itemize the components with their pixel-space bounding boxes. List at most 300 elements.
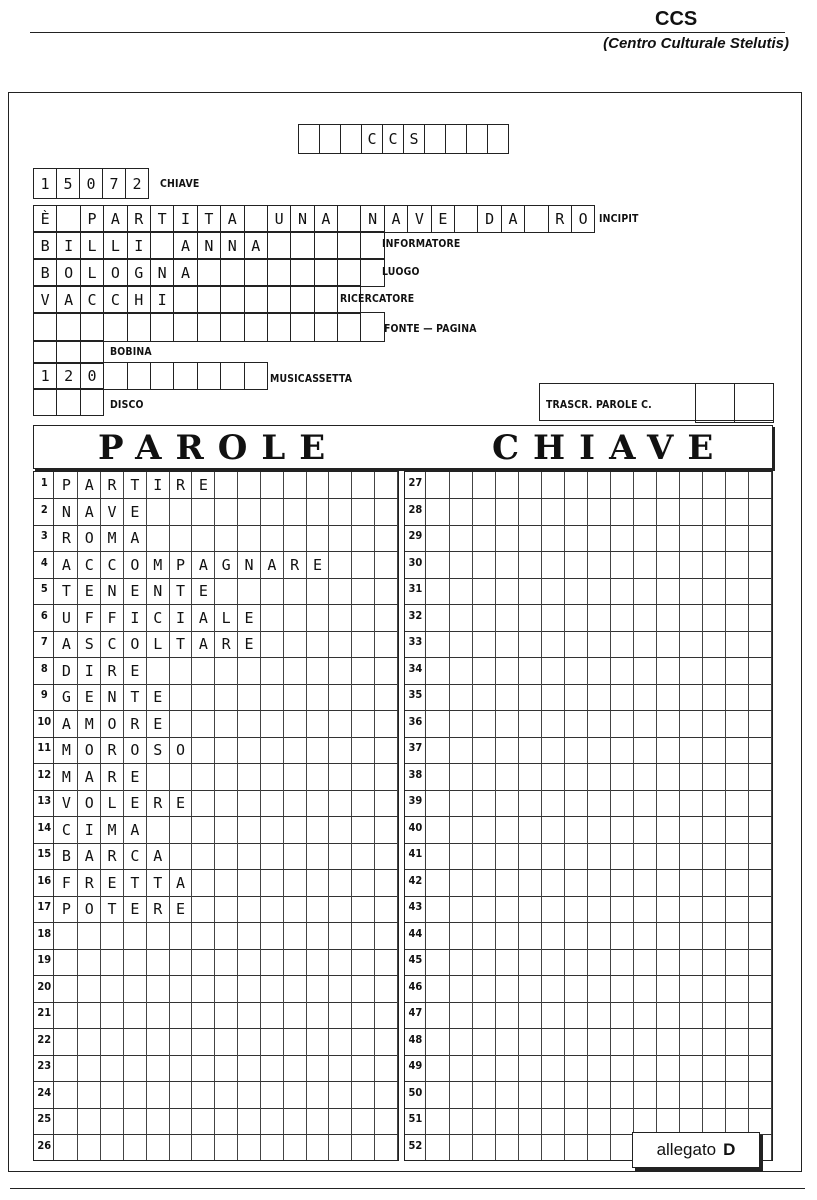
letter-cell <box>101 976 124 1002</box>
top-code-boxes-char-box: C <box>383 125 404 153</box>
letter-cell <box>375 896 398 922</box>
letter-cell: G <box>55 684 78 710</box>
letter-cell <box>284 684 307 710</box>
incipit-char-box <box>525 206 548 232</box>
letter-cell <box>703 525 726 551</box>
incipit-char-box <box>245 206 268 232</box>
letter-cell: O <box>124 631 147 657</box>
letter-cell <box>634 578 657 604</box>
letter-cell <box>215 976 238 1002</box>
letter-cell <box>611 552 634 578</box>
letter-cell <box>542 578 565 604</box>
parole-chiave-banner <box>33 425 773 469</box>
chiave-label: CHIAVE <box>160 177 200 190</box>
letter-cell <box>726 870 749 896</box>
letter-cell <box>284 658 307 684</box>
letter-cell <box>565 1108 588 1134</box>
row-number: 42 <box>406 870 425 896</box>
letter-cell <box>588 843 611 869</box>
letter-cell: T <box>124 684 147 710</box>
letter-cell <box>427 1029 450 1055</box>
trascr-char-box <box>696 384 735 422</box>
letter-cell: P <box>55 896 78 922</box>
letter-cell <box>726 1108 749 1134</box>
letter-cell: E <box>238 631 261 657</box>
letter-cell <box>101 1108 124 1134</box>
letter-cell: S <box>147 737 170 763</box>
letter-cell: O <box>170 737 193 763</box>
letter-cell: A <box>261 552 284 578</box>
letter-cell <box>192 737 215 763</box>
bobina-char-box <box>81 341 104 363</box>
letter-cell <box>307 1108 330 1134</box>
letter-cell: O <box>124 552 147 578</box>
letter-cell <box>261 737 284 763</box>
letter-cell <box>519 1082 542 1108</box>
letter-cell <box>124 1055 147 1081</box>
letter-cell <box>519 896 542 922</box>
table-row <box>405 737 772 764</box>
fonte-pagina-char-box <box>245 313 268 341</box>
letter-cell <box>55 976 78 1002</box>
letter-cell <box>542 1029 565 1055</box>
letter-cell <box>352 1108 375 1134</box>
row-number: 51 <box>406 1108 425 1134</box>
fonte-pagina-char-box <box>174 313 197 341</box>
letter-cell <box>496 631 519 657</box>
letter-cell <box>611 896 634 922</box>
letter-cell <box>238 1135 261 1161</box>
letter-cell <box>726 923 749 949</box>
letter-cell <box>192 1055 215 1081</box>
letter-cell <box>307 525 330 551</box>
letter-cell <box>680 949 703 975</box>
letter-cell <box>450 1055 473 1081</box>
letter-cell <box>749 578 772 604</box>
letter-cell <box>657 605 680 631</box>
letter-cell <box>588 658 611 684</box>
letter-cell <box>680 1055 703 1081</box>
table-row <box>405 552 772 579</box>
letter-cell <box>427 1108 450 1134</box>
table-row <box>34 923 398 950</box>
letter-cell <box>703 631 726 657</box>
allegato-text: allegato <box>656 1140 717 1159</box>
letter-cell <box>657 1002 680 1028</box>
letter-cell: A <box>147 843 170 869</box>
letter-cell <box>284 843 307 869</box>
letter-cell <box>565 605 588 631</box>
letter-cell <box>55 1055 78 1081</box>
letter-cell <box>519 817 542 843</box>
letter-cell: I <box>124 605 147 631</box>
table-row <box>405 499 772 526</box>
table-row <box>34 764 398 791</box>
letter-cell <box>588 1082 611 1108</box>
letter-cell <box>703 923 726 949</box>
row-number: 13 <box>35 790 54 816</box>
letter-cell <box>238 472 261 498</box>
letter-cell <box>680 817 703 843</box>
letter-cell <box>170 817 193 843</box>
incipit-boxes <box>33 205 595 233</box>
letter-cell <box>329 472 352 498</box>
letter-cell <box>496 525 519 551</box>
letter-cell <box>427 605 450 631</box>
letter-cell <box>657 870 680 896</box>
letter-cell: V <box>101 499 124 525</box>
letter-cell <box>192 1082 215 1108</box>
letter-cell <box>588 870 611 896</box>
letter-cell <box>565 711 588 737</box>
letter-cell <box>101 923 124 949</box>
letter-cell <box>307 764 330 790</box>
letter-cell <box>519 1055 542 1081</box>
letter-cell <box>450 843 473 869</box>
letter-cell <box>55 1108 78 1134</box>
letter-cell <box>329 1029 352 1055</box>
bobina-char-box <box>57 341 80 363</box>
letter-cell <box>588 1029 611 1055</box>
letter-cell <box>307 976 330 1002</box>
letter-cell <box>542 923 565 949</box>
letter-cell <box>496 870 519 896</box>
letter-cell <box>473 552 496 578</box>
fonte-pagina-char-box <box>151 313 174 341</box>
letter-cell <box>749 1029 772 1055</box>
letter-cell <box>375 1135 398 1161</box>
letter-cell <box>170 949 193 975</box>
letter-cell <box>215 472 238 498</box>
letter-cell <box>450 1082 473 1108</box>
letter-cell <box>634 870 657 896</box>
letter-cell <box>215 923 238 949</box>
letter-cell <box>726 949 749 975</box>
letter-cell <box>542 1108 565 1134</box>
letter-cell <box>703 578 726 604</box>
letter-cell <box>215 658 238 684</box>
letter-cell <box>496 737 519 763</box>
letter-cell <box>496 896 519 922</box>
disco-char-box <box>57 389 80 415</box>
letter-cell: R <box>101 737 124 763</box>
row-number: 43 <box>406 896 425 922</box>
letter-cell <box>588 605 611 631</box>
letter-cell <box>450 684 473 710</box>
letter-cell <box>749 631 772 657</box>
letter-cell <box>352 1135 375 1161</box>
letter-cell <box>238 1002 261 1028</box>
letter-cell <box>726 764 749 790</box>
letter-cell <box>588 790 611 816</box>
letter-cell <box>307 870 330 896</box>
letter-cell <box>680 525 703 551</box>
letter-cell <box>284 605 307 631</box>
incipit-char-box <box>338 206 361 232</box>
letter-cell <box>542 658 565 684</box>
letter-cell <box>192 764 215 790</box>
letter-cell <box>749 817 772 843</box>
letter-cell <box>565 976 588 1002</box>
letter-cell <box>329 949 352 975</box>
letter-cell <box>519 976 542 1002</box>
musicassetta-boxes <box>33 362 268 390</box>
letter-cell <box>473 817 496 843</box>
letter-cell <box>450 764 473 790</box>
letter-cell <box>307 790 330 816</box>
row-number: 27 <box>406 472 425 498</box>
letter-cell: L <box>215 605 238 631</box>
ricercatore-char-box: C <box>104 286 127 313</box>
letter-cell: L <box>147 631 170 657</box>
incipit-char-box <box>57 206 80 232</box>
allegato-letter: D <box>723 1140 736 1159</box>
letter-cell <box>726 552 749 578</box>
letter-cell <box>657 896 680 922</box>
letter-cell <box>634 1055 657 1081</box>
letter-cell <box>215 790 238 816</box>
letter-cell: E <box>101 870 124 896</box>
letter-cell: P <box>170 552 193 578</box>
letter-cell <box>496 605 519 631</box>
letter-cell <box>634 843 657 869</box>
letter-cell <box>124 1082 147 1108</box>
letter-cell <box>307 684 330 710</box>
informatore-char-box <box>315 232 338 259</box>
musicassetta-label: MUSICASSETTA <box>270 372 353 385</box>
letter-cell <box>375 764 398 790</box>
letter-cell <box>496 1135 519 1161</box>
letter-cell <box>496 923 519 949</box>
letter-cell <box>565 764 588 790</box>
letter-cell <box>352 949 375 975</box>
letter-cell <box>427 896 450 922</box>
letter-cell <box>680 658 703 684</box>
letter-cell <box>284 976 307 1002</box>
letter-cell <box>215 949 238 975</box>
table-row <box>405 472 772 499</box>
letter-cell <box>307 631 330 657</box>
letter-cell <box>726 1029 749 1055</box>
letter-cell <box>611 605 634 631</box>
letter-cell <box>101 1055 124 1081</box>
letter-cell <box>634 605 657 631</box>
disco-char-box <box>34 389 57 415</box>
letter-cell <box>124 1108 147 1134</box>
letter-cell <box>450 499 473 525</box>
letter-cell <box>307 1002 330 1028</box>
letter-cell: R <box>55 525 78 551</box>
letter-cell <box>450 870 473 896</box>
luogo-char-box <box>245 259 268 286</box>
row-number: 23 <box>35 1055 54 1081</box>
letter-cell <box>565 684 588 710</box>
letter-cell <box>634 1002 657 1028</box>
letter-cell <box>329 896 352 922</box>
row-number: 20 <box>35 976 54 1002</box>
letter-cell <box>680 1002 703 1028</box>
letter-cell <box>611 1029 634 1055</box>
letter-cell <box>352 817 375 843</box>
letter-cell: D <box>55 658 78 684</box>
letter-cell <box>147 923 170 949</box>
letter-cell <box>726 578 749 604</box>
letter-cell: N <box>147 578 170 604</box>
letter-cell <box>588 1055 611 1081</box>
incipit-char-box: A <box>315 206 338 232</box>
table-row <box>34 976 398 1003</box>
letter-cell <box>450 472 473 498</box>
letter-cell: R <box>147 790 170 816</box>
row-number: 8 <box>35 658 54 684</box>
parole-grid-left <box>33 471 399 1161</box>
letter-cell <box>542 684 565 710</box>
incipit-char-box: A <box>221 206 244 232</box>
letter-cell: C <box>101 552 124 578</box>
letter-cell: N <box>238 552 261 578</box>
letter-cell <box>657 817 680 843</box>
letter-cell: B <box>55 843 78 869</box>
ricercatore-char-box <box>174 286 197 313</box>
letter-cell <box>542 552 565 578</box>
letter-cell <box>215 525 238 551</box>
letter-cell <box>726 1055 749 1081</box>
row-number: 11 <box>35 737 54 763</box>
letter-cell <box>78 1082 101 1108</box>
letter-cell <box>375 552 398 578</box>
informatore-label: INFORMATORE <box>382 237 461 250</box>
letter-cell <box>749 1082 772 1108</box>
incipit-char-box: R <box>128 206 151 232</box>
letter-cell: G <box>215 552 238 578</box>
letter-cell <box>147 764 170 790</box>
letter-cell: E <box>192 578 215 604</box>
letter-cell <box>703 711 726 737</box>
letter-cell <box>170 658 193 684</box>
letter-cell <box>352 764 375 790</box>
letter-cell <box>611 923 634 949</box>
letter-cell: N <box>101 578 124 604</box>
letter-cell: N <box>55 499 78 525</box>
letter-cell: R <box>101 658 124 684</box>
letter-cell <box>192 1002 215 1028</box>
letter-cell <box>284 711 307 737</box>
letter-cell <box>192 1108 215 1134</box>
letter-cell <box>565 499 588 525</box>
row-number: 40 <box>406 817 425 843</box>
letter-cell <box>726 817 749 843</box>
letter-cell <box>634 631 657 657</box>
letter-cell <box>238 1055 261 1081</box>
letter-cell: A <box>192 631 215 657</box>
letter-cell <box>657 1108 680 1134</box>
letter-cell: R <box>215 631 238 657</box>
letter-cell <box>147 1108 170 1134</box>
letter-cell <box>565 790 588 816</box>
letter-cell <box>284 525 307 551</box>
letter-cell <box>703 1082 726 1108</box>
row-number: 32 <box>406 605 425 631</box>
incipit-char-box: P <box>81 206 104 232</box>
letter-cell <box>703 1055 726 1081</box>
musicassetta-char-box: 2 <box>57 363 80 389</box>
luogo-boxes <box>33 258 385 287</box>
letter-cell <box>496 658 519 684</box>
incipit-char-box <box>455 206 478 232</box>
incipit-char-box: T <box>198 206 221 232</box>
letter-cell <box>307 817 330 843</box>
letter-cell <box>542 472 565 498</box>
letter-cell <box>329 1135 352 1161</box>
letter-cell <box>749 843 772 869</box>
row-number: 28 <box>406 499 425 525</box>
letter-cell <box>588 631 611 657</box>
chiave-char-box: 1 <box>34 169 57 198</box>
letter-cell <box>588 525 611 551</box>
letter-cell <box>307 711 330 737</box>
letter-cell: M <box>101 525 124 551</box>
letter-cell <box>726 499 749 525</box>
letter-cell <box>215 843 238 869</box>
letter-cell <box>329 923 352 949</box>
table-row <box>34 552 398 579</box>
row-number: 35 <box>406 684 425 710</box>
letter-cell: R <box>170 472 193 498</box>
letter-cell <box>496 1002 519 1028</box>
letter-cell <box>588 684 611 710</box>
letter-cell <box>329 843 352 869</box>
letter-cell <box>284 790 307 816</box>
letter-cell <box>611 949 634 975</box>
letter-cell <box>170 1135 193 1161</box>
luogo-char-box: L <box>81 259 104 286</box>
letter-cell <box>352 578 375 604</box>
letter-cell <box>261 684 284 710</box>
letter-cell <box>703 949 726 975</box>
informatore-char-box <box>291 232 314 259</box>
letter-cell <box>450 711 473 737</box>
letter-cell <box>352 631 375 657</box>
bobina-label: BOBINA <box>110 345 152 358</box>
letter-cell <box>450 949 473 975</box>
letter-cell <box>565 631 588 657</box>
letter-cell <box>749 684 772 710</box>
header-code: CCS <box>655 8 698 30</box>
letter-cell <box>680 1082 703 1108</box>
letter-cell: R <box>101 472 124 498</box>
letter-cell <box>284 1135 307 1161</box>
letter-cell <box>565 1055 588 1081</box>
letter-cell <box>147 525 170 551</box>
informatore-char-box <box>338 232 361 259</box>
row-number: 16 <box>35 870 54 896</box>
letter-cell <box>680 631 703 657</box>
letter-cell <box>238 499 261 525</box>
letter-cell <box>329 976 352 1002</box>
letter-cell: I <box>78 817 101 843</box>
letter-cell <box>496 1055 519 1081</box>
letter-cell <box>519 578 542 604</box>
letter-cell <box>542 949 565 975</box>
letter-cell <box>192 1029 215 1055</box>
letter-cell <box>352 1029 375 1055</box>
letter-cell <box>726 472 749 498</box>
letter-cell <box>261 525 284 551</box>
table-row <box>34 1029 398 1056</box>
letter-cell <box>680 605 703 631</box>
letter-cell <box>565 472 588 498</box>
letter-cell <box>703 817 726 843</box>
